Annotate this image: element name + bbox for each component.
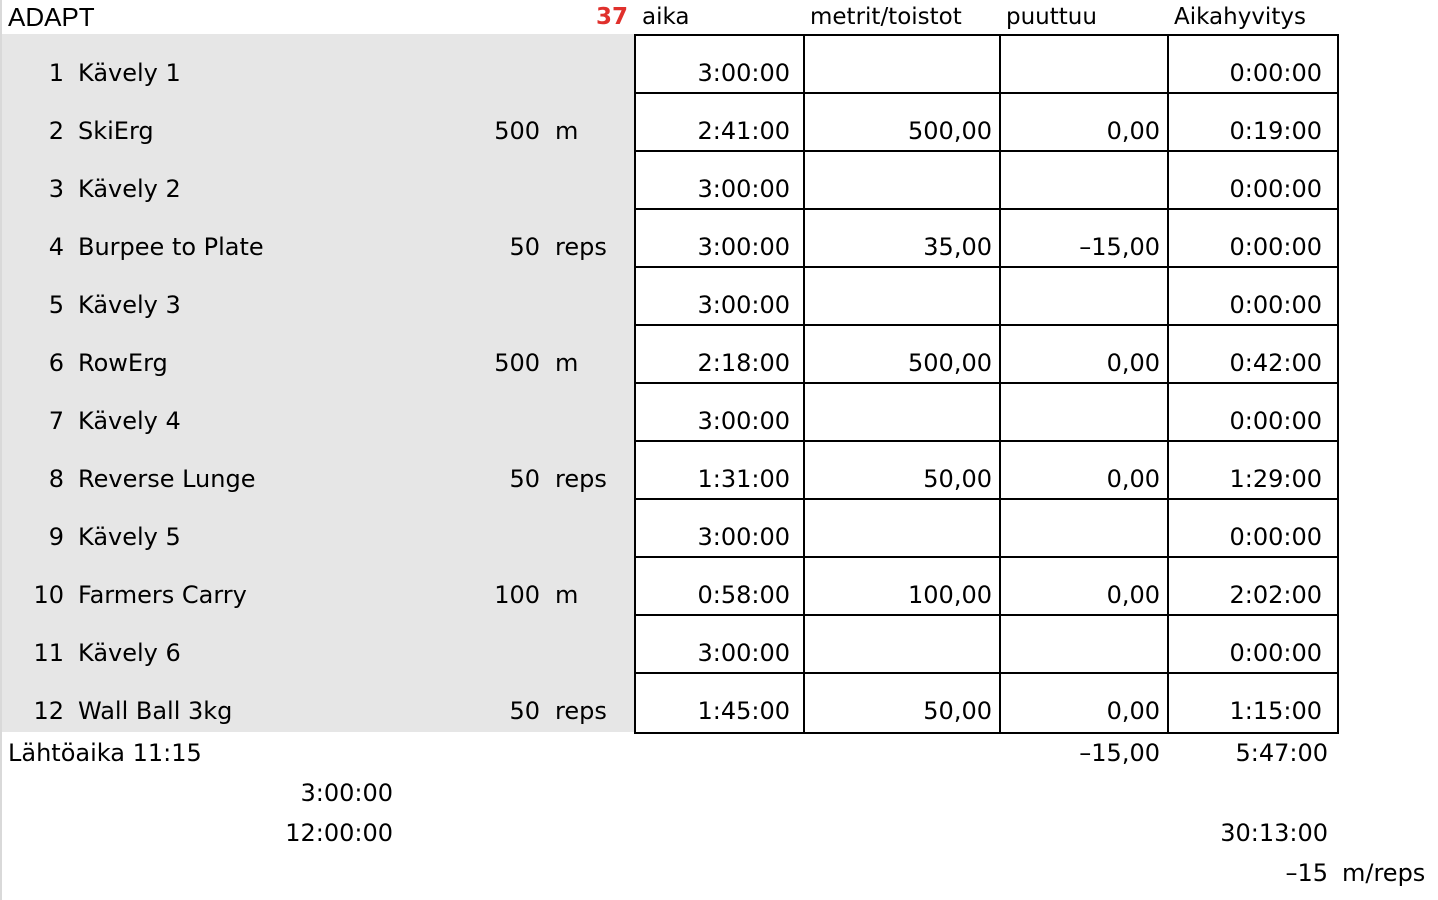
puuttuu-cell[interactable] [1002,285,1160,325]
row-number[interactable]: 2 [48,117,64,145]
target-unit[interactable]: reps [555,697,607,725]
target-quantity[interactable] [440,53,540,93]
aika-cell[interactable]: 2:18:00 [697,349,790,377]
row-number[interactable]: 9 [48,523,64,551]
metrit-cell[interactable]: 500,00 [908,117,992,145]
table-row [0,209,1340,267]
aikahyvitys-cell[interactable]: 0:00:00 [1229,59,1322,87]
metrit-cell[interactable] [806,633,992,673]
total-puuttuu[interactable]: –15,00 [1079,739,1160,767]
time-limit-cell[interactable]: 3:00:00 [300,779,393,807]
station-name[interactable]: Kävely 3 [78,291,181,319]
aikahyvitys-cell[interactable]: 0:00:00 [1229,639,1322,667]
header-aikahyvitys[interactable]: Aikahyvitys [1174,4,1306,30]
target-quantity[interactable]: 50 [509,697,540,725]
target-quantity[interactable] [440,169,540,209]
station-name[interactable]: Kävely 6 [78,639,181,667]
aikahyvitys-cell[interactable]: 0:00:00 [1229,233,1322,261]
table-row [0,383,1340,441]
row-number[interactable]: 4 [48,233,64,261]
total-time-cell[interactable]: 30:13:00 [1220,819,1328,847]
row-number[interactable]: 3 [48,175,64,203]
station-name[interactable]: SkiErg [78,117,154,145]
header-puuttuu[interactable]: puuttuu [1006,4,1097,30]
station-name[interactable]: Kävely 1 [78,59,181,87]
row-number[interactable]: 5 [48,291,64,319]
table-row [0,35,1340,93]
metrit-cell[interactable] [806,401,992,441]
puuttuu-cell[interactable] [1002,633,1160,673]
metrit-cell[interactable]: 50,00 [923,465,992,493]
missing-total-value[interactable]: –15 [1285,859,1328,887]
metrit-cell[interactable]: 50,00 [923,697,992,725]
station-count[interactable]: 37 [596,4,629,30]
puuttuu-cell[interactable]: 0,00 [1106,465,1160,493]
target-quantity[interactable]: 50 [509,233,540,261]
table-row [0,557,1340,615]
aika-cell[interactable]: 3:00:00 [697,175,790,203]
puuttuu-cell[interactable] [1002,53,1160,93]
header-aika[interactable]: aika [642,4,690,30]
metrit-cell[interactable] [806,169,992,209]
row-number[interactable]: 11 [33,639,64,667]
aikahyvitys-cell[interactable]: 2:02:00 [1229,581,1322,609]
aikahyvitys-cell[interactable]: 0:00:00 [1229,407,1322,435]
puuttuu-cell[interactable]: 0,00 [1106,117,1160,145]
puuttuu-cell[interactable] [1002,169,1160,209]
aikahyvitys-cell[interactable]: 1:29:00 [1229,465,1322,493]
table-row [0,267,1340,325]
table-row [0,499,1340,557]
station-name[interactable]: Farmers Carry [78,581,247,609]
aika-cell[interactable]: 3:00:00 [697,523,790,551]
aikahyvitys-cell[interactable]: 0:00:00 [1229,523,1322,551]
aika-cell[interactable]: 3:00:00 [697,291,790,319]
target-quantity[interactable] [440,517,540,557]
row-number[interactable]: 7 [48,407,64,435]
missing-total-unit[interactable]: m/reps [1342,859,1426,887]
target-unit[interactable]: m [555,117,579,145]
target-unit[interactable]: m [555,581,579,609]
aikahyvitys-cell[interactable]: 0:00:00 [1229,291,1322,319]
metrit-cell[interactable]: 500,00 [908,349,992,377]
target-unit[interactable]: reps [555,465,607,493]
target-quantity[interactable]: 100 [494,581,540,609]
station-name[interactable]: RowErg [78,349,168,377]
aikahyvitys-cell[interactable]: 0:42:00 [1229,349,1322,377]
target-quantity[interactable]: 500 [494,117,540,145]
metrit-cell[interactable]: 35,00 [923,233,992,261]
target-quantity[interactable]: 50 [509,465,540,493]
puuttuu-cell[interactable]: 0,00 [1106,349,1160,377]
target-quantity[interactable]: 500 [494,349,540,377]
row-number[interactable]: 8 [48,465,64,493]
row-number[interactable]: 12 [33,697,64,725]
metrit-cell[interactable] [806,53,992,93]
aika-cell[interactable]: 3:00:00 [697,639,790,667]
station-rows [0,35,1340,731]
metrit-cell[interactable] [806,285,992,325]
station-name[interactable]: Kävely 4 [78,407,181,435]
metrit-cell[interactable]: 100,00 [908,581,992,609]
aika-cell[interactable]: 1:31:00 [697,465,790,493]
finish-time-cell[interactable]: 12:00:00 [285,819,393,847]
station-name[interactable]: Wall Ball 3kg [78,697,233,725]
puuttuu-cell[interactable] [1002,517,1160,557]
target-quantity[interactable] [440,633,540,673]
header-metrit-toistot[interactable]: metrit/toistot [810,4,962,30]
target-unit[interactable]: reps [555,233,607,261]
row-number[interactable]: 6 [48,349,64,377]
start-time-label[interactable]: Lähtöaika 11:15 [8,739,202,767]
aika-cell[interactable]: 3:00:00 [697,407,790,435]
table-row [0,441,1340,499]
table-row [0,673,1340,731]
puuttuu-cell[interactable]: 0,00 [1106,581,1160,609]
aikahyvitys-cell[interactable]: 1:15:00 [1229,697,1322,725]
puuttuu-cell[interactable] [1002,401,1160,441]
table-row [0,325,1340,383]
aika-cell[interactable]: 3:00:00 [697,59,790,87]
row-number[interactable]: 1 [48,59,64,87]
station-name[interactable]: Kävely 2 [78,175,181,203]
target-quantity[interactable] [440,401,540,441]
station-name[interactable]: Burpee to Plate [78,233,264,261]
station-name[interactable]: Kävely 5 [78,523,181,551]
aikahyvitys-cell[interactable]: 0:19:00 [1229,117,1322,145]
puuttuu-cell[interactable]: –15,00 [1079,233,1160,261]
aika-cell[interactable]: 0:58:00 [697,581,790,609]
total-aikahyvitys[interactable]: 5:47:00 [1235,739,1328,767]
target-quantity[interactable] [440,285,540,325]
table-row [0,615,1340,673]
table-row [0,151,1340,209]
table-row [0,93,1340,151]
aika-cell[interactable]: 2:41:00 [697,117,790,145]
aika-cell[interactable]: 1:45:00 [697,697,790,725]
target-unit[interactable]: m [555,349,579,377]
station-name[interactable]: Reverse Lunge [78,465,256,493]
row-number[interactable]: 10 [33,581,64,609]
sheet-title[interactable]: ADAPT [8,2,95,32]
puuttuu-cell[interactable]: 0,00 [1106,697,1160,725]
metrit-cell[interactable] [806,517,992,557]
aika-cell[interactable]: 3:00:00 [697,233,790,261]
aikahyvitys-cell[interactable]: 0:00:00 [1229,175,1322,203]
